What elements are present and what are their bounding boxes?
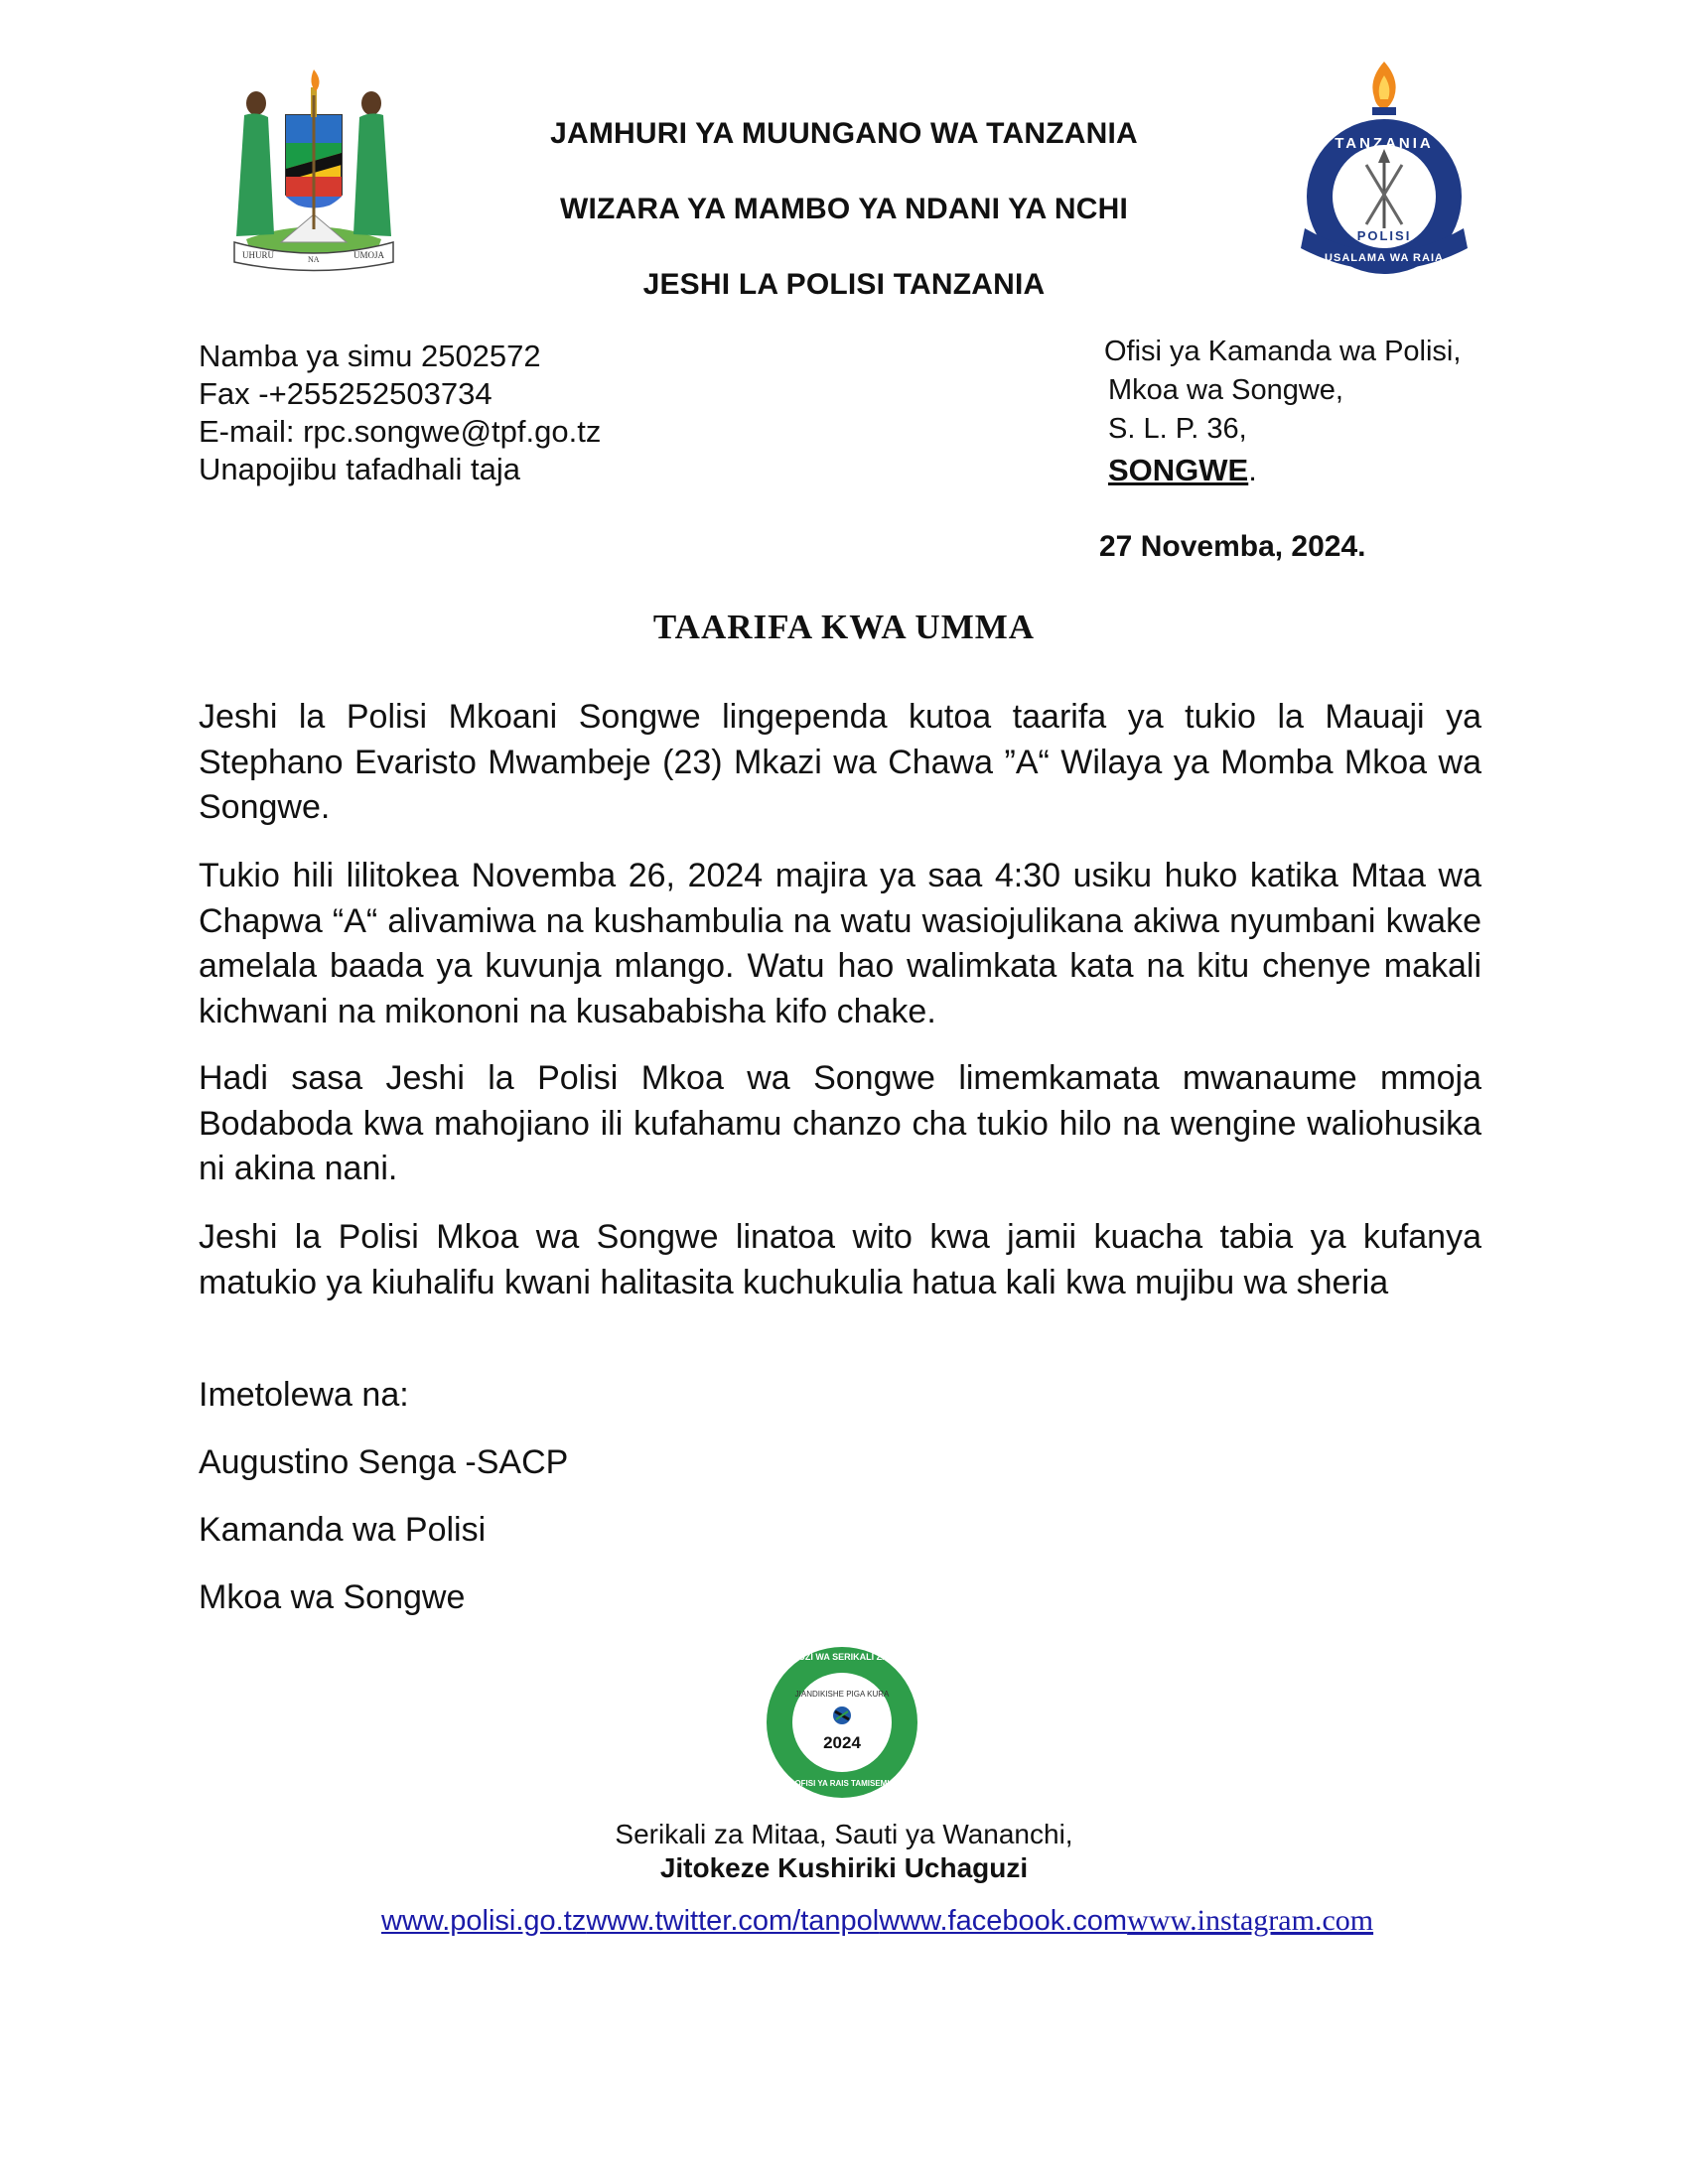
motto-mid: NA [308,255,320,264]
signatory-position: Kamanda wa Polisi [199,1511,487,1549]
contact-email: E-mail: rpc.songwe@tpf.go.tz [199,414,602,449]
police-emblem [1297,62,1472,278]
address-city-line [1104,451,1461,489]
issued-by-label: Imetolewa na: [199,1376,409,1414]
link-polisi-website[interactable]: www.polisi.go.tz [381,1905,587,1937]
signatory-region: Mkoa wa Songwe [199,1578,466,1616]
badge-bottom-text: OFISI YA RAIS TAMISEMI [794,1779,890,1788]
footer-slogan-1: Serikali za Mitaa, Sauti ya Wananchi, [615,1819,1073,1849]
contact-block [199,338,601,488]
badge-year: 2024 [823,1733,861,1752]
link-instagram[interactable]: www.instagram.com [1127,1904,1374,1937]
motto-left: UHURU [242,250,275,260]
address-line-3: S. L. P. 36, [1108,413,1247,445]
police-top-text: TANZANIA [1335,135,1434,152]
header-line-1: JAMHURI YA MUUNGANO WA TANZANIA [550,117,1138,150]
address-line-1: Ofisi ya Kamanda wa Polisi, [1104,336,1462,367]
header-line-3: JESHI LA POLISI TANZANIA [642,268,1046,301]
tanzania-coat-of-arms-icon [226,66,401,276]
badge-top-text: UCHAGUZI WA SERIKALI ZA MITAA [766,1652,918,1662]
coat-of-arms [226,66,401,276]
election-2024-badge-icon [766,1646,918,1799]
link-facebook[interactable]: www.facebook.com [879,1905,1128,1937]
document-title: TAARIFA KWA UMMA [652,608,1036,646]
signatory-name: Augustino Senga -SACP [199,1443,569,1481]
footer-links [381,1904,1373,1938]
motto-right: UMOJA [353,250,385,260]
address-city: SONGWE [1108,453,1249,487]
police-bottom-text: USALAMA WA RAIA [1325,252,1444,264]
police-center-text: POLISI [1356,228,1412,243]
contact-fax: Fax -+255252503734 [199,376,492,411]
election-badge [766,1646,918,1799]
paragraph-1: Jeshi la Polisi Mkoani Songwe lingependa kutoa taarifa ya tukio la Mauaji ya Stephano Evaristo Mwambeje (23) Mkazi wa Chawa ”A“ Wilaya ya Momba Mkoa wa Songwe. [199,698,1481,826]
paragraph-4: Jeshi la Polisi Mkoa wa Songwe linatoa wito kwa jamii kuacha tabia ya kufanya matukio ya kiuhalifu kwani halitasita kuchukulia hatua kali kwa mujibu wa sheria [199,1218,1481,1301]
letter-date: 27 Novemba, 2024. [1099,530,1366,563]
paragraph-2: Tukio hili lilitokea Novemba 26, 2024 majira ya saa 4:30 usiku huko katika Mtaa wa Chapwa “A“ alivamiwa na kushambulia na watu wasiojulikana akiwa nyumbani kwake amelala baada ya kuvunja mlango. Watu hao walimkata kata na kitu chenye makali kichwani na mikononi na kusababisha kifo chake. [199,857,1481,1030]
paragraph-3: Hadi sasa Jeshi la Polisi Mkoa wa Songwe limemkamata mwanaume mmoja Bodaboda kwa mahojiano ili kufahamu chanzo cha tukio hilo na wengine waliohusika ni akina nani. [199,1059,1481,1187]
tanzania-police-emblem-icon [1297,62,1472,278]
link-twitter[interactable]: www.twitter.com/tanpol [586,1905,880,1937]
address-block [1104,333,1461,489]
badge-middle-text: JIANDIKISHE PIGA KURA [794,1690,890,1699]
contact-reply-note: Unapojibu tafadhali taja [199,452,521,486]
footer-slogan-2: Jitokeze Kushiriki Uchaguzi [659,1852,1029,1883]
contact-phone: Namba ya simu 2502572 [199,339,541,373]
address-line-2: Mkoa wa Songwe, [1108,374,1343,406]
address-city-suffix: . [1248,453,1257,487]
header-line-2: WIZARA YA MAMBO YA NDANI YA NCHI [559,193,1129,225]
